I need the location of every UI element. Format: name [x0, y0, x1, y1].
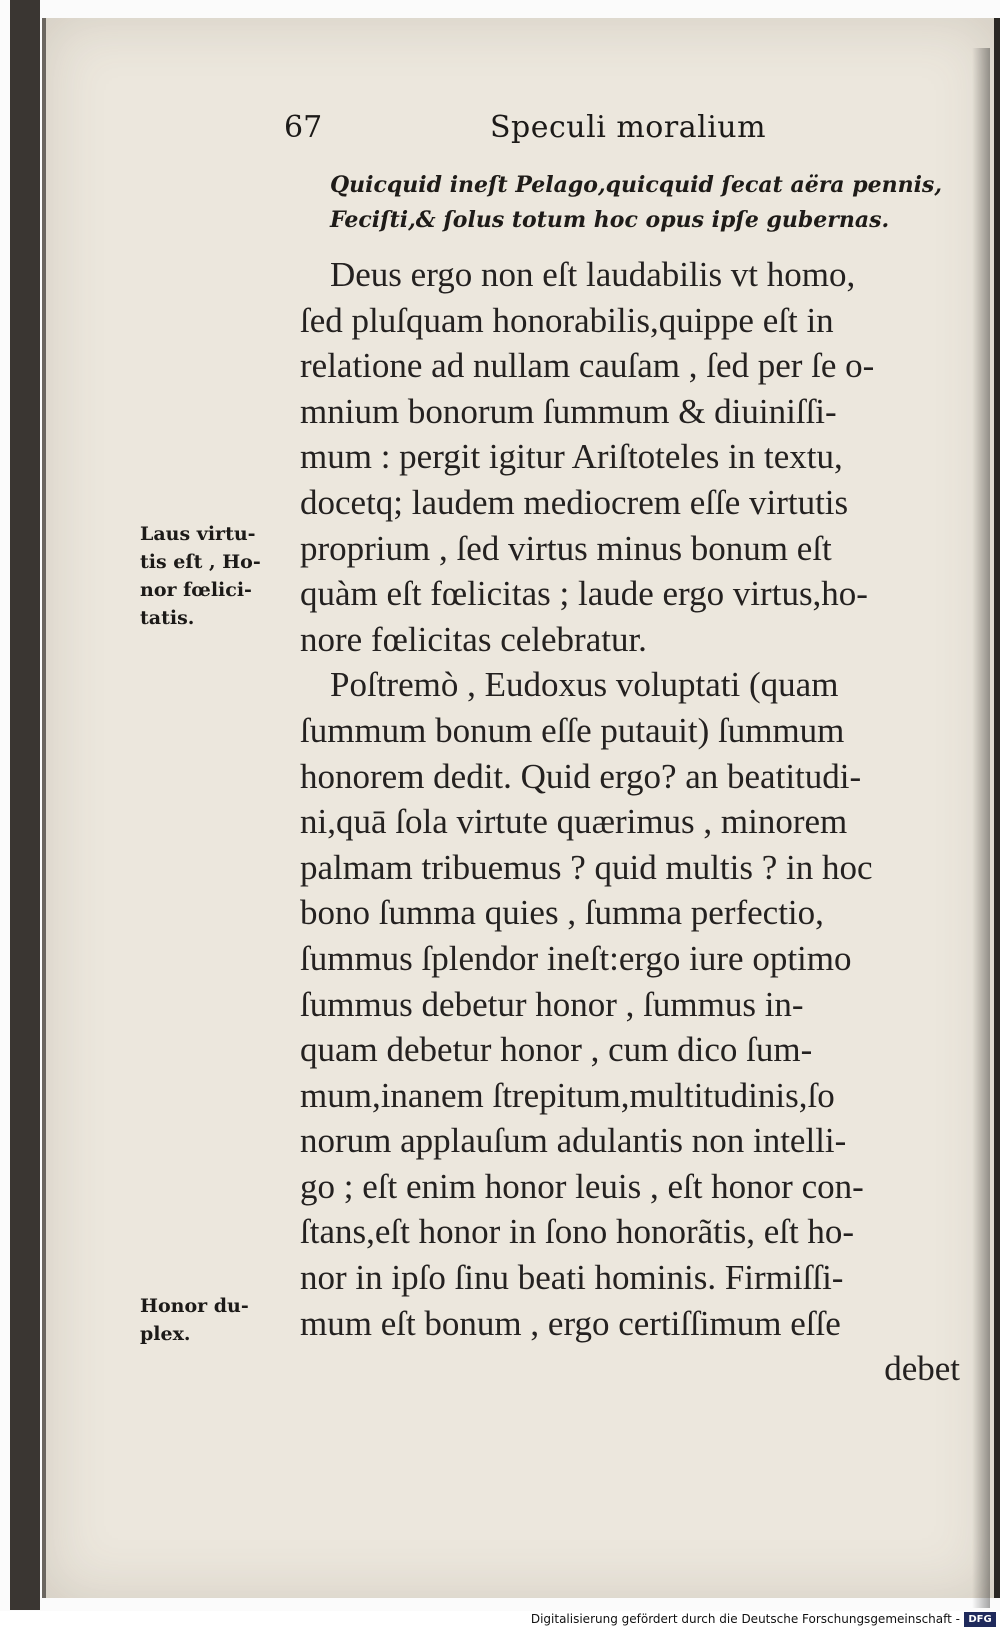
text-line: ſummus debetur honor , ſummus in-	[300, 984, 804, 1024]
text-line: ſed pluſquam honorabilis,quippe eſt in	[300, 300, 834, 340]
text-line: palmam tribuemus ? quid multis ? in hoc	[300, 847, 873, 887]
book-gutter	[10, 0, 40, 1610]
verse-line: Feciſti,& ſolus totum hoc opus ipſe gubernas.	[330, 207, 890, 233]
margin-note-laus	[140, 520, 261, 632]
text-line: norum applauſum adulantis non intelli-	[300, 1121, 847, 1161]
text-line: honorem dedit. Quid ergo? an beatitudi-	[300, 756, 862, 796]
body-text	[300, 252, 960, 1392]
text-line: ſtans,eſt honor in ſono honorãtis, eſt ho-	[300, 1212, 855, 1252]
margin-note-line: tatis.	[140, 607, 195, 629]
text-line: mnium bonorum ſummum & diuiniſſi-	[300, 391, 837, 431]
text-line: nore fœlicitas celebratur.	[300, 619, 647, 659]
text-line: quàm eſt fœlicitas ; laude ergo virtus,ho-	[300, 574, 868, 614]
text-line: mum eſt bonum , ergo certiſſimum eſſe	[300, 1303, 841, 1343]
text-line: quam debetur honor , cum dico ſum-	[300, 1030, 813, 1070]
page-edge-shadow	[972, 48, 990, 1608]
text-line: mum,inanem ſtrepitum,multitudinis,ſo	[300, 1075, 835, 1115]
margin-note-honor	[140, 1292, 249, 1348]
margin-note-line: tis eſt , Ho-	[140, 551, 261, 573]
footer-bar	[0, 1611, 1000, 1631]
text-line: go ; eſt enim honor leuis , eſt honor con-	[300, 1166, 864, 1206]
text-line: nor in ipſo ſinu beati hominis. Firmiſſi-	[300, 1258, 844, 1298]
dfg-logo-icon: DFG	[964, 1612, 996, 1627]
margin-note-line: nor fœlici-	[140, 579, 252, 601]
verse-line: Quicquid ineſt Pelago,quicquid ſecat aëra pennis,	[330, 172, 942, 198]
text-line: ſummum bonum eſſe putauit) ſummum	[300, 710, 845, 750]
running-title: Speculi moralium	[490, 110, 767, 145]
text-line: ni,quā ſola virtute quærimus , minorem	[300, 802, 848, 842]
text-line: ſummus ſplendor ineſt:ergo iure optimo	[300, 938, 852, 978]
text-line: mum : pergit igitur Ariſtoteles in textu,	[300, 437, 843, 477]
page-number: 67	[284, 110, 323, 145]
digitization-credit: Digitalisierung gefördert durch die Deutsche Forschungsgemeinschaft -	[530, 1612, 960, 1626]
margin-note-line: plex.	[140, 1323, 191, 1345]
text-line: relatione ad nullam cauſam , ſed per ſe o-	[300, 346, 875, 386]
margin-note-line: Honor du-	[140, 1295, 249, 1317]
catchword: debet	[884, 1349, 960, 1389]
margin-note-line: Laus virtu-	[140, 523, 256, 545]
text-line: docetq; laudem mediocrem eſſe virtutis	[300, 482, 849, 522]
verse-quotation	[330, 168, 950, 238]
text-line: bono ſumma quies , ſumma perfectio,	[300, 893, 824, 933]
text-line: Deus ergo non eſt laudabilis vt homo,	[330, 255, 856, 294]
text-line: proprium , ſed virtus minus bonum eſt	[300, 528, 832, 568]
text-line: Poſtremò , Eudoxus voluptati (quam	[330, 665, 839, 705]
